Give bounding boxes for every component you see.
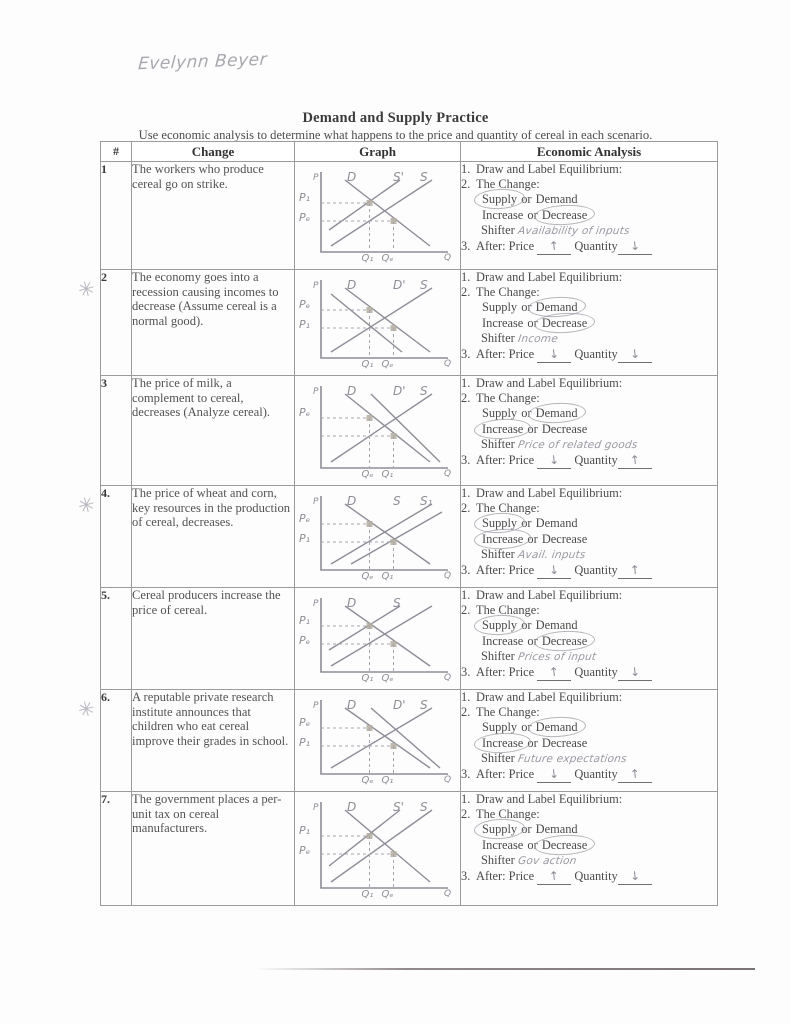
svg-text:S: S bbox=[420, 800, 428, 814]
svg-text:P: P bbox=[313, 173, 319, 183]
table-header-row bbox=[101, 142, 718, 162]
row-graph bbox=[295, 486, 461, 588]
econ-step-3: 3. After: Price ↑ Quantity ↓ bbox=[461, 665, 717, 681]
row-change-text: The price of wheat and corn, key resources in the production of cereal, decreases. bbox=[132, 486, 295, 588]
svg-text:Qₑ: Qₑ bbox=[361, 775, 374, 786]
header-num: # bbox=[101, 142, 132, 162]
svg-text:Q₁: Q₁ bbox=[361, 673, 374, 684]
quantity-arrow-icon: ↑ bbox=[628, 452, 641, 468]
shifter-answer: Gov action bbox=[517, 854, 578, 867]
price-answer-blank[interactable] bbox=[537, 239, 571, 255]
econ-curve-choice[interactable]: Supply or Demand bbox=[482, 822, 578, 837]
option-decrease[interactable]: Decrease bbox=[541, 421, 588, 436]
option-demand[interactable]: Demand bbox=[535, 300, 578, 315]
price-arrow-icon: ↓ bbox=[548, 562, 560, 578]
row-economic-analysis bbox=[461, 588, 718, 690]
svg-text:P: P bbox=[313, 281, 319, 291]
econ-shifter-row: Shifter Future expectations bbox=[461, 751, 717, 767]
econ-step-2: 2. The Change: bbox=[461, 705, 540, 720]
row-graph bbox=[295, 376, 461, 486]
header-graph: Graph bbox=[295, 142, 461, 162]
option-demand[interactable]: Demand bbox=[535, 720, 578, 735]
svg-text:Qₑ: Qₑ bbox=[381, 253, 394, 264]
econ-step-3: 3. After: Price ↑ Quantity ↓ bbox=[461, 239, 717, 255]
econ-step-1: 1. Draw and Label Equilibrium: bbox=[461, 486, 623, 500]
row-graph bbox=[295, 270, 461, 376]
row-number: 1 bbox=[101, 162, 132, 270]
option-increase[interactable]: Increase bbox=[482, 421, 524, 436]
row-economic-analysis bbox=[461, 486, 718, 588]
svg-text:D': D' bbox=[393, 384, 406, 398]
row-number: 3 bbox=[101, 376, 132, 486]
econ-step-3: 3. After: Price ↓ Quantity ↑ bbox=[461, 563, 717, 579]
row-graph bbox=[295, 792, 461, 906]
econ-shifter-row: Shifter Avail. inputs bbox=[461, 547, 717, 563]
svg-text:Q: Q bbox=[444, 889, 452, 899]
table-row bbox=[101, 588, 718, 690]
econ-step-3: 3. After: Price ↓ Quantity ↑ bbox=[461, 453, 717, 469]
svg-text:Q: Q bbox=[444, 673, 452, 683]
row-change-text: The workers who produce cereal go on strike. bbox=[132, 162, 295, 270]
econ-step-3: 3. After: Price ↓ Quantity ↓ bbox=[461, 347, 717, 363]
econ-curve-choice[interactable]: Supply or Demand bbox=[482, 720, 578, 735]
quantity-arrow-icon: ↓ bbox=[628, 238, 641, 254]
table-row bbox=[101, 792, 718, 906]
econ-step-3: 3. After: Price ↑ Quantity ↓ bbox=[461, 869, 717, 885]
option-demand[interactable]: Demand bbox=[535, 406, 578, 421]
row-change-text: Cereal producers increase the price of cereal. bbox=[132, 588, 295, 690]
row-economic-analysis bbox=[461, 270, 718, 376]
row-number: 4. bbox=[101, 486, 132, 588]
quantity-answer-blank[interactable] bbox=[618, 239, 652, 255]
option-supply[interactable]: Supply bbox=[482, 822, 518, 837]
option-increase[interactable]: Increase bbox=[482, 633, 524, 648]
shifter-answer: Income bbox=[517, 332, 559, 345]
quantity-arrow-icon: ↓ bbox=[628, 346, 641, 362]
econ-step-2: 2. The Change: bbox=[461, 391, 540, 406]
quantity-answer-blank[interactable] bbox=[618, 767, 652, 783]
svg-text:P: P bbox=[313, 599, 319, 609]
svg-text:Q: Q bbox=[444, 469, 452, 479]
option-supply[interactable]: Supply bbox=[482, 192, 518, 207]
svg-text:P₁: P₁ bbox=[299, 191, 311, 204]
svg-text:S': S' bbox=[393, 800, 404, 814]
econ-step-3: 3. After: Price ↓ Quantity ↑ bbox=[461, 767, 717, 783]
option-decrease[interactable]: Decrease bbox=[541, 735, 588, 750]
row-change-text: A reputable private research institute announces that children who eat cereal improve their grades in school. bbox=[132, 690, 295, 792]
row-number: 5. bbox=[101, 588, 132, 690]
option-supply[interactable]: Supply bbox=[482, 720, 518, 735]
row-change-text: The economy goes into a recession causing incomes to decrease (Assume cereal is a normal good). bbox=[132, 270, 295, 376]
quantity-arrow-icon: ↓ bbox=[628, 664, 641, 680]
table-row bbox=[101, 690, 718, 792]
econ-curve-choice[interactable]: Supply or Demand bbox=[482, 618, 578, 633]
option-increase[interactable]: Increase bbox=[482, 531, 524, 546]
svg-text:Q: Q bbox=[444, 571, 452, 581]
table-row bbox=[101, 270, 718, 376]
margin-star-icon: ✳ bbox=[75, 275, 98, 303]
row-economic-analysis bbox=[461, 376, 718, 486]
option-supply[interactable]: Supply bbox=[482, 300, 518, 315]
option-decrease[interactable]: Decrease bbox=[541, 207, 588, 222]
svg-text:S: S bbox=[420, 278, 428, 292]
quantity-answer-blank[interactable] bbox=[618, 563, 652, 579]
econ-direction-choice[interactable]: Increase or Decrease bbox=[482, 421, 588, 436]
econ-step-2: 2. The Change: bbox=[461, 603, 540, 618]
price-answer-blank[interactable] bbox=[537, 347, 571, 363]
econ-step-1: 1. Draw and Label Equilibrium: bbox=[461, 162, 623, 176]
svg-text:S': S' bbox=[393, 170, 404, 184]
option-increase[interactable]: Increase bbox=[482, 837, 524, 852]
svg-text:P₁: P₁ bbox=[299, 614, 311, 627]
shifter-answer: Future expectations bbox=[517, 752, 628, 765]
econ-shifter-row: Shifter Gov action bbox=[461, 853, 717, 869]
price-answer-blank[interactable] bbox=[537, 453, 571, 469]
price-answer-blank[interactable] bbox=[537, 767, 571, 783]
econ-shifter-row: Shifter Availability of inputs bbox=[461, 223, 717, 239]
svg-text:D: D bbox=[347, 494, 357, 508]
svg-text:Q: Q bbox=[444, 359, 452, 369]
option-supply[interactable]: Supply bbox=[482, 406, 518, 421]
econ-step-1: 1. Draw and Label Equilibrium: bbox=[461, 792, 623, 806]
svg-text:P₁: P₁ bbox=[299, 824, 311, 837]
svg-text:Pₑ: Pₑ bbox=[299, 844, 311, 857]
svg-text:Q₁: Q₁ bbox=[361, 359, 374, 370]
table-body bbox=[101, 162, 718, 906]
price-answer-blank[interactable] bbox=[537, 869, 571, 885]
svg-text:P: P bbox=[313, 701, 319, 711]
option-increase[interactable]: Increase bbox=[482, 315, 524, 330]
svg-text:Qₑ: Qₑ bbox=[381, 359, 394, 370]
svg-text:P: P bbox=[313, 803, 319, 813]
svg-text:P₁: P₁ bbox=[299, 532, 311, 545]
svg-text:P: P bbox=[313, 387, 319, 397]
econ-step-2: 2. The Change: bbox=[461, 807, 540, 822]
econ-curve-choice[interactable]: Supply or Demand bbox=[482, 192, 578, 207]
econ-shifter-row: Shifter Prices of input bbox=[461, 649, 717, 665]
row-number: 2 bbox=[101, 270, 132, 376]
quantity-arrow-icon: ↑ bbox=[628, 562, 641, 578]
econ-direction-choice[interactable]: Increase or Decrease bbox=[482, 633, 588, 648]
row-number: 7. bbox=[101, 792, 132, 906]
svg-text:Qₑ: Qₑ bbox=[381, 889, 394, 900]
price-arrow-icon: ↑ bbox=[548, 238, 560, 254]
quantity-answer-blank[interactable] bbox=[618, 347, 652, 363]
svg-text:Pₑ: Pₑ bbox=[299, 716, 311, 729]
row-number: 6. bbox=[101, 690, 132, 792]
econ-shifter-row: Shifter Price of related goods bbox=[461, 437, 717, 453]
econ-direction-choice[interactable]: Increase or Decrease bbox=[482, 531, 588, 546]
svg-text:S: S bbox=[420, 170, 428, 184]
svg-text:D: D bbox=[347, 596, 357, 610]
svg-text:Q₁: Q₁ bbox=[381, 469, 394, 480]
econ-curve-choice[interactable]: Supply or Demand bbox=[482, 406, 578, 421]
svg-text:Q: Q bbox=[444, 775, 452, 785]
price-answer-blank[interactable] bbox=[537, 665, 571, 681]
price-arrow-icon: ↑ bbox=[548, 664, 560, 680]
svg-text:D: D bbox=[347, 278, 357, 292]
header-change: Change bbox=[132, 142, 295, 162]
option-supply[interactable]: Supply bbox=[482, 618, 518, 633]
econ-curve-choice[interactable]: Supply or Demand bbox=[482, 300, 578, 315]
margin-star-icon: ✳ bbox=[75, 491, 98, 519]
option-supply[interactable]: Supply bbox=[482, 516, 518, 531]
quantity-answer-blank[interactable] bbox=[618, 869, 652, 885]
price-arrow-icon: ↑ bbox=[548, 868, 560, 884]
option-demand[interactable]: Demand bbox=[535, 516, 578, 531]
svg-text:P₁: P₁ bbox=[299, 736, 311, 749]
econ-direction-choice[interactable]: Increase or Decrease bbox=[482, 735, 588, 750]
row-economic-analysis bbox=[461, 690, 718, 792]
svg-text:S: S bbox=[393, 494, 401, 508]
row-economic-analysis bbox=[461, 792, 718, 906]
price-arrow-icon: ↓ bbox=[548, 452, 560, 468]
table-row bbox=[101, 376, 718, 486]
econ-step-1: 1. Draw and Label Equilibrium: bbox=[461, 588, 623, 602]
svg-text:D': D' bbox=[393, 698, 406, 712]
row-economic-analysis bbox=[461, 162, 718, 270]
option-demand[interactable]: Demand bbox=[535, 192, 578, 207]
student-name-handwritten: Evelynn Beyer bbox=[137, 49, 268, 75]
econ-step-2: 2. The Change: bbox=[461, 501, 540, 516]
price-arrow-icon: ↓ bbox=[548, 766, 560, 782]
svg-text:S: S bbox=[420, 384, 428, 398]
svg-text:Pₑ: Pₑ bbox=[299, 634, 311, 647]
svg-text:D: D bbox=[347, 170, 357, 184]
econ-step-2: 2. The Change: bbox=[461, 177, 540, 192]
svg-text:Qₑ: Qₑ bbox=[361, 469, 374, 480]
svg-text:Qₑ: Qₑ bbox=[361, 571, 374, 582]
econ-shifter-row: Shifter Income bbox=[461, 331, 717, 347]
option-demand[interactable]: Demand bbox=[535, 822, 578, 837]
shifter-answer: Availability of inputs bbox=[517, 224, 631, 237]
svg-text:Pₑ: Pₑ bbox=[299, 406, 311, 419]
econ-direction-choice[interactable]: Increase or Decrease bbox=[482, 315, 588, 330]
quantity-arrow-icon: ↑ bbox=[628, 766, 641, 782]
price-arrow-icon: ↓ bbox=[548, 346, 560, 362]
quantity-arrow-icon: ↓ bbox=[628, 868, 641, 884]
margin-star-icon: ✳ bbox=[75, 695, 98, 723]
svg-text:Pₑ: Pₑ bbox=[299, 211, 311, 224]
econ-direction-choice[interactable]: Increase or Decrease bbox=[482, 837, 588, 852]
row-graph bbox=[295, 690, 461, 792]
row-change-text: The government places a per-unit tax on cereal manufacturers. bbox=[132, 792, 295, 906]
option-demand[interactable]: Demand bbox=[535, 618, 578, 633]
svg-text:D: D bbox=[347, 800, 357, 814]
row-graph bbox=[295, 588, 461, 690]
svg-text:Qₑ: Qₑ bbox=[381, 673, 394, 684]
shifter-answer: Prices of input bbox=[517, 650, 597, 663]
scenarios-table bbox=[100, 141, 718, 906]
econ-step-1: 1. Draw and Label Equilibrium: bbox=[461, 690, 623, 704]
row-graph bbox=[295, 162, 461, 270]
svg-text:Q₁: Q₁ bbox=[381, 775, 394, 786]
svg-text:Q₁: Q₁ bbox=[381, 571, 394, 582]
page-title: Demand and Supply Practice bbox=[302, 110, 489, 126]
svg-text:Pₑ: Pₑ bbox=[299, 298, 311, 311]
econ-direction-choice[interactable]: Increase or Decrease bbox=[482, 207, 588, 222]
shifter-answer: Price of related goods bbox=[517, 438, 639, 451]
price-answer-blank[interactable] bbox=[537, 563, 571, 579]
row-change-text: The price of milk, a complement to cereal, decreases (Analyze cereal). bbox=[132, 376, 295, 486]
option-decrease[interactable]: Decrease bbox=[541, 315, 588, 330]
scan-edge-shadow bbox=[255, 968, 755, 970]
quantity-answer-blank[interactable] bbox=[618, 665, 652, 681]
svg-text:P₁: P₁ bbox=[299, 318, 311, 331]
svg-text:Q₁: Q₁ bbox=[361, 889, 374, 900]
option-decrease[interactable]: Decrease bbox=[541, 633, 588, 648]
quantity-answer-blank[interactable] bbox=[618, 453, 652, 469]
header-econ: Economic Analysis bbox=[461, 142, 718, 162]
svg-text:Q: Q bbox=[444, 253, 452, 263]
svg-text:S: S bbox=[420, 698, 428, 712]
svg-text:Pₑ: Pₑ bbox=[299, 512, 311, 525]
option-decrease[interactable]: Decrease bbox=[541, 837, 588, 852]
option-increase[interactable]: Increase bbox=[482, 735, 524, 750]
option-increase[interactable]: Increase bbox=[482, 207, 524, 222]
svg-text:D: D bbox=[347, 384, 357, 398]
econ-step-2: 2. The Change: bbox=[461, 285, 540, 300]
svg-text:Q₁: Q₁ bbox=[361, 253, 374, 264]
econ-curve-choice[interactable]: Supply or Demand bbox=[482, 516, 578, 531]
econ-step-1: 1. Draw and Label Equilibrium: bbox=[461, 270, 623, 284]
svg-text:P: P bbox=[313, 497, 319, 507]
shifter-answer: Avail. inputs bbox=[517, 548, 587, 561]
svg-text:D': D' bbox=[393, 278, 406, 292]
table-row bbox=[101, 162, 718, 270]
page-subtitle: Use economic analysis to determine what happens to the price and quantity of cereal in each scenario. bbox=[138, 128, 653, 142]
table-row bbox=[101, 486, 718, 588]
svg-text:S₁: S₁ bbox=[420, 494, 433, 508]
svg-text:D: D bbox=[347, 698, 357, 712]
svg-text:S: S bbox=[393, 596, 401, 610]
econ-step-1: 1. Draw and Label Equilibrium: bbox=[461, 376, 623, 390]
option-decrease[interactable]: Decrease bbox=[541, 531, 588, 546]
